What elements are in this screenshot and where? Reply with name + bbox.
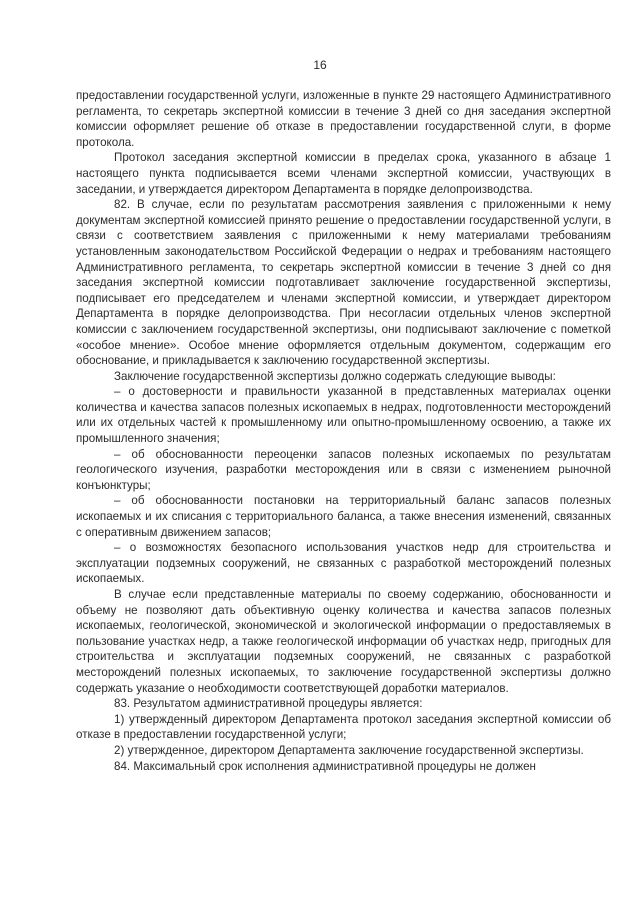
paragraph-83: 83. Результатом административной процедуры является: bbox=[114, 697, 423, 711]
paragraph-82: 82. В случае, если по результатам рассмотрения заявления с приложенными к нему документам экспертной комиссией принято решение о предоставлении государственной услуги, в связи с соответствием заявления с приложенными к нему материалами требованиям установленным законодательством Российской Федерации о недрах и требованиям настоящего Административного регламента, то секретарь экспертной комиссии в течение 3 дней со дня заседания экспертной комиссии подготавливает заключение государственной экспертизы, подписывает его председателем и членами экспертной комиссии, и утверждает директором Департамента в порядке делопроизводства. При несогласии отдельных членов экспертной комиссии с заключением государственной экспертизы, они подписывают заключение с пометкой «особое мнение». Особое мнение оформляется отдельным документом, содержащим его обоснование, и прикладывается к заключению государственной экспертизы. bbox=[76, 198, 611, 368]
document-body bbox=[76, 88, 611, 774]
page-number: 16 bbox=[313, 58, 327, 72]
list-item-balance: – об обоснованности постановки на территориальный баланс запасов полезных ископаемых и их списания с территориального баланса, а также внесения изменений, связанных с оперативным движением запасов; bbox=[76, 494, 611, 539]
list-item-reliability: – о достоверности и правильности указанной в представленных материалах оценки количества и качества запасов полезных ископаемых в недрах, подготовленности месторождений или их отдельных частей к промышленному или опытно-промышленному освоению, а также их промышленного значения; bbox=[76, 385, 611, 446]
list-item-underground: – о возможностях безопасного использования участков недр для строительства и эксплуатации подземных сооружений, не связанных с разработкой месторождений полезных ископаемых. bbox=[76, 541, 611, 586]
paragraph-84: 84. Максимальный срок исполнения административной процедуры не должен bbox=[114, 759, 536, 773]
paragraph-insufficient-materials: В случае если представленные материалы по своему содержанию, обоснованности и объему не позволяют дать объективную оценку количества и качества запасов полезных ископаемых, геологической, экономической и экологической информации о предоставляемых в пользование участках недр, а также геологической информации об участках недр, пригодных для строительства и эксплуатации подземных сооружений, не связанных с разработкой месторождений полезных ископаемых, то заключение государственной экспертизы должно содержать указание о необходимости соответствующей доработки материалов. bbox=[76, 588, 611, 695]
paragraph-continuation: предоставлении государственной услуги, изложенные в пункте 29 настоящего Административного регламента, то секретарь экспертной комиссии в течение 3 дней со дня заседания экспертной комиссии оформляет решение об отказе в предоставлении государственной слуги, в форме протокола. bbox=[76, 89, 611, 149]
result-item-1: 1) утвержденный директором Департамента протокол заседания экспертной комиссии об отказе в предоставлении государственной услуги; bbox=[76, 712, 611, 742]
result-item-2: 2) утвержденное, директором Департамента заключение государственной экспертизы. bbox=[114, 743, 584, 757]
paragraph-conclusion-intro: Заключение государственной экспертизы должно содержать следующие выводы: bbox=[114, 369, 556, 383]
paragraph-protocol: Протокол заседания экспертной комиссии в пределах срока, указанного в абзаце 1 настоящего пункта подписывается всеми членами экспертной комиссии, участвующих в заседании, и утверждается директором Департамента в порядке делопроизводства. bbox=[76, 151, 611, 196]
list-item-reassessment: – об обоснованности переоценки запасов полезных ископаемых по результатам геологического изучения, разработки месторождения или в связи с изменением рыночной конъюнктуры; bbox=[76, 447, 611, 492]
